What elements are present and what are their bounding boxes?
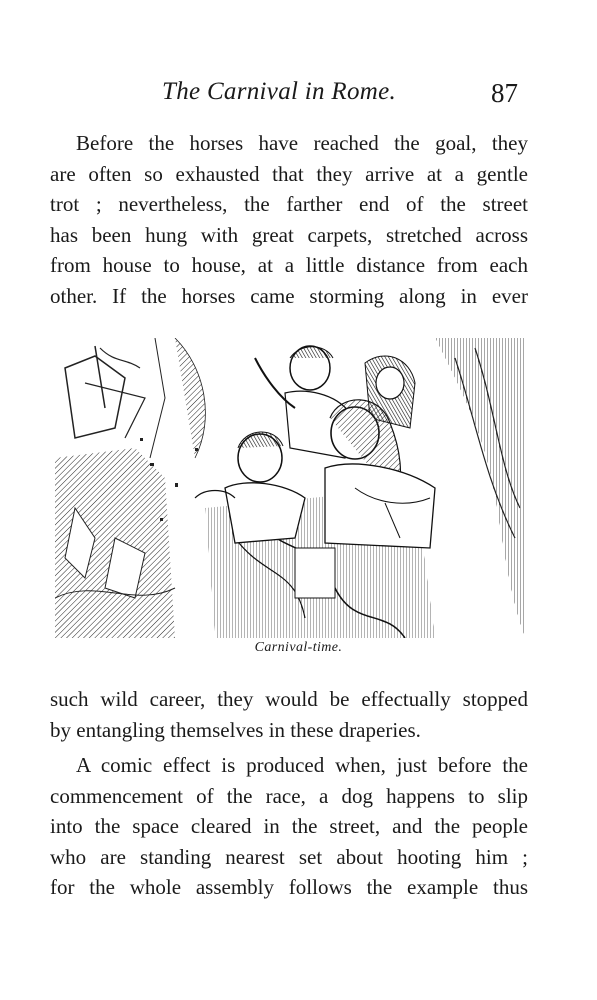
crowd-background [55,346,175,638]
text-line: trot ; nevertheless, the farther end of the street [50,192,528,216]
text-line: has been hung with great carpets, stretched across [50,222,528,247]
paragraph-1 [50,128,528,311]
paragraph-2 [50,684,528,745]
text-line: for the whole assembly follows the example thus [50,875,528,899]
text-line: Before the horses have reached the goal, they [76,131,528,155]
text-line: into the space cleared in the street, and the people [50,814,528,838]
text-line: are often so exhausted that they arrive at a gentle [50,161,528,186]
text-line: who are standing nearest set about hooting him ; [50,844,528,869]
text-line: other. If the horses came storming along in ever [50,283,528,308]
page-number: 87 [491,78,518,108]
text-line: such wild career, they would be effectually stopped [50,687,528,711]
text-line: commencement of the race, a dog happens to slip [50,783,528,808]
running-title: The Carnival in Rome. [162,78,397,105]
text-line: from house to house, at a little distance from each [50,253,528,277]
text-line: A comic effect is produced when, just before the [76,753,528,777]
running-header [0,78,597,110]
text-line: by entangling themselves in these draperies. [50,717,421,742]
figure-caption: Carnival-time. [254,640,343,655]
carnival-illustration [55,338,525,638]
paragraph-3 [50,750,528,903]
